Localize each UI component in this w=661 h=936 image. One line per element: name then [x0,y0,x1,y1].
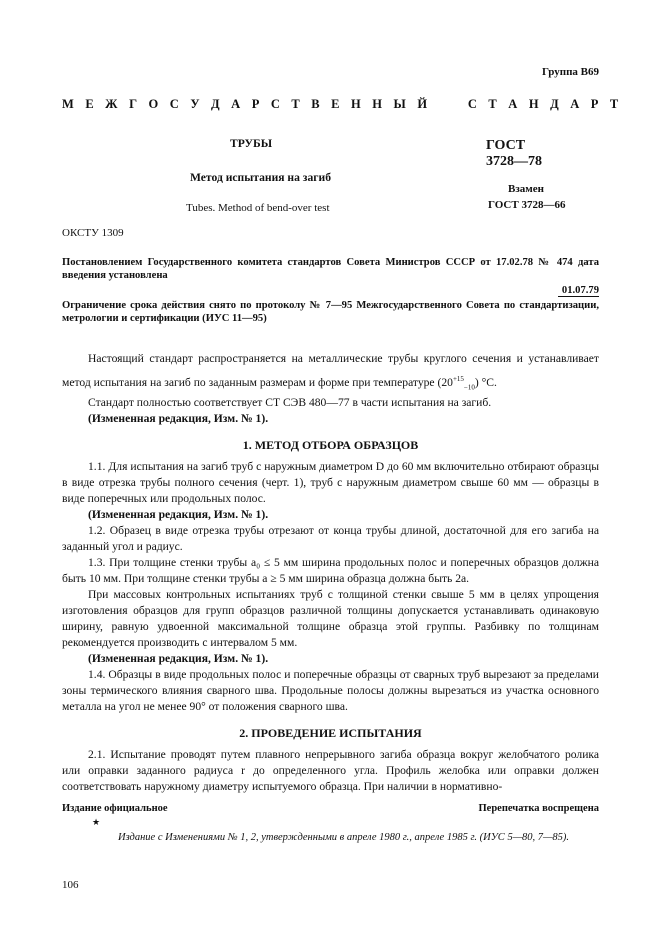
footnote: Издание с Изменениями № 1, 2, утвержденными в апреле 1980 г., апреле 1985 г. (ИУС 5—80, 7—85). [118,832,569,843]
effective-date-row [62,284,599,297]
para-1-2: 1.2. Образец в виде отрезка трубы отрезают от конца трубы длиной, достаточной для его загиба на заданный угол и радиус. [62,524,599,553]
limit-text: Ограничение срока действия снято по протоколу № 7—95 Межгосударственного Совета по стандартизации, метрологии и сертификации (ИУС 11—95) [62,300,599,324]
intro-text: Настоящий стандарт распространяется на металлические трубы круглого сечения и устанавливает метод испытания на загиб по заданным размерам и форме при температуре [62,352,599,389]
star-icon: ★ [92,817,101,827]
document-body [62,256,599,795]
para-1-3: 1.3. При толщине стенки трубы a₀ ≤ 5 мм ширина продольных полос и поперечных образцов должна быть 10 мм. При толщине стенки трубы a ≥ 5 мм ширина образца должна быть 2a. [62,556,599,585]
intro-2 [62,395,599,427]
para-2-1: 2.1. Испытание проводят путем плавного непрерывного загиба образца вокруг желобчатого ролика или оправки заданного радиуса r до определенного угла. Профиль желобка или оправки должен соответствовать наружному диаметру испытуемого образца. При наличии в нормативно- [62,748,599,793]
section-2-body [62,747,599,795]
amendment-note: (Измененная редакция, Изм. № 1). [88,412,269,425]
doc-subtitle: Метод испытания на загиб [190,171,331,184]
section-1-body [62,459,599,715]
footer-official: Издание официальное [62,803,168,814]
decree-text: Постановлением Государственного комитета стандартов Совета Министров СССР от 17.02.78 № 474 дата введения установлена [62,257,599,281]
group-code: Группа В69 [541,66,599,78]
para-1-3b: При массовых контрольных испытаниях труб с толщиной стенки свыше 5 мм в целях упрощения изготовления образцов для групп образцов различной толщины допускается устанавливать одинаковую ширину, равную удвоенной максимальной толщине образца этой группы. Разбивку по толщинам рекомендуется производить с интервалом 5 мм. [62,588,599,649]
footer-reprint: Перепечатка воспрещена [478,803,599,814]
section-2-heading: 2. ПРОВЕДЕНИЕ ИСПЫТАНИЯ [239,726,422,740]
para-1-1: 1.1. Для испытания на загиб труб с наружным диаметром D до 60 мм включительно отбирают образцы в виде отрезка трубы полного сечения (черт. 1), труб с наружным диаметром свыше 60 мм — образцы в виде поперечных или продольных полос. [62,460,599,505]
intro [62,347,599,395]
doc-title: ТРУБЫ [230,137,273,150]
section-1-heading: 1. МЕТОД ОТБОРА ОБРАЗЦОВ [242,438,419,452]
effective-date: 01.07.79 [558,285,599,297]
gost-number: 3728—78 [486,154,542,169]
replaces-number: ГОСТ 3728—66 [488,199,566,211]
doc-title-en: Tubes. Method of bend-over test [186,202,330,214]
amendment-note: (Измененная редакция, Изм. № 1). [88,508,269,521]
replaces-label: Взамен [508,183,544,195]
gost-label: ГОСТ [486,138,526,153]
page-number: 106 [62,879,79,891]
para-1-4: 1.4. Образцы в виде продольных полос и поперечные образцы от сварных труб вырезают за пределами зоны термического влияния сварного шва. Продольные полосы должны вырезаться из участка основного металла на угол не менее 90° от положения сварного шва. [62,668,599,713]
intro-2-text: Стандарт полностью соответствует СТ СЭВ 480—77 в части испытания на загиб. [88,396,492,409]
okstu-code: ОКСТУ 1309 [62,227,124,239]
amendment-note: (Измененная редакция, Изм. № 1). [88,652,269,665]
standard-header: М Е Ж Г О С У Д А Р С Т В Е Н Н Ы Й С Т А Н Д А Р Т [62,97,623,111]
temperature: $(20^{+15}_{-10})$ °С. [437,375,497,392]
